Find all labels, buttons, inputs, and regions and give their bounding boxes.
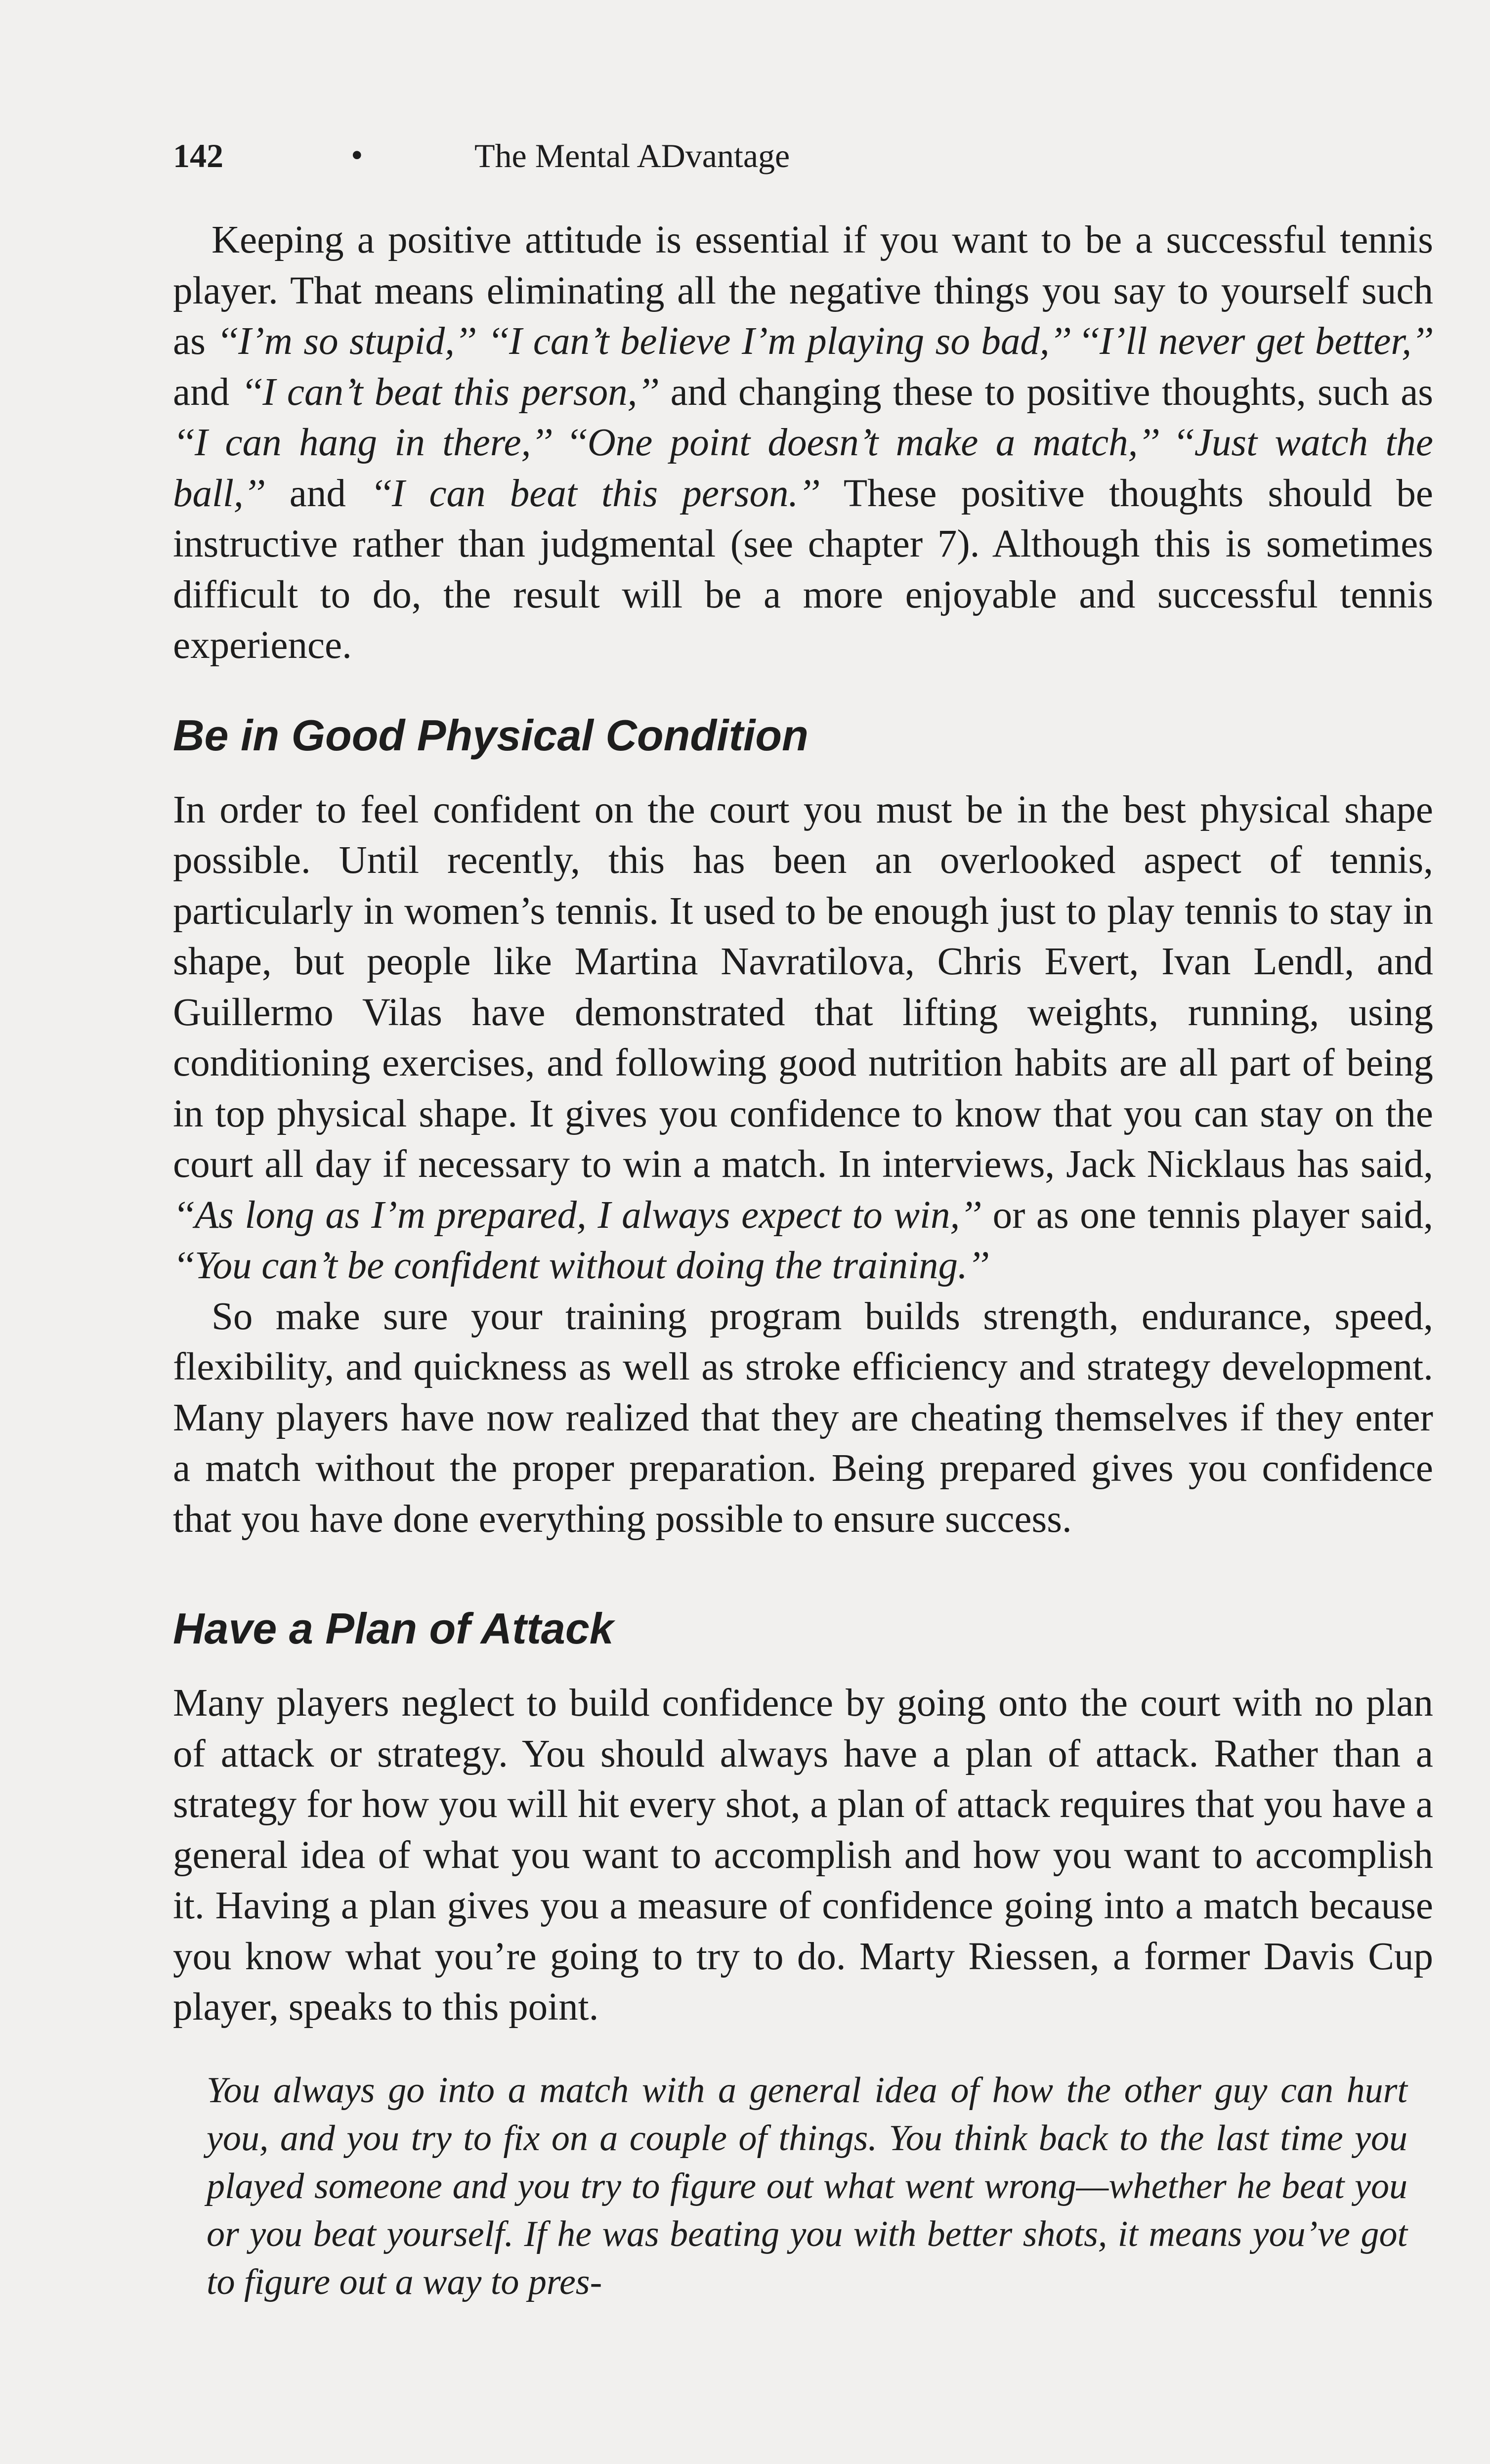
paragraph-training-program: So make sure your training program builds strength, endurance, speed, flexibility, and quickness as well as stroke efficiency and strategy development. Many players have now realized that they are cheating themselves if they enter a match without the proper preparation. Being prepared gives you confidence that you have done everything possible to ensure success. <box>173 1295 1433 1541</box>
page-number: 142 <box>173 136 223 174</box>
text-run: and changing these to positive thoughts, such as <box>659 370 1433 414</box>
quote-run: ‘‘I can’t beat this person,’’ <box>241 370 659 414</box>
text-run: and <box>173 370 241 414</box>
paragraph-positive-attitude <box>173 215 1433 671</box>
text-run: and <box>265 472 371 515</box>
text-run: Keeping a positive attitude is essential if you want to be a successful tennis player. That means eliminating all the negative things you say to yourself such as <box>173 218 1433 363</box>
running-head <box>173 126 1433 185</box>
book-page <box>173 126 1433 2306</box>
quote-run: ‘‘As long as I’m prepared, I always expect to win,’’ <box>173 1193 982 1237</box>
text-run <box>476 320 487 363</box>
text-run: In order to feel confident on the court you must be in the best physical shape possible. Until recently, this has been an overlooked aspect of tennis, particularly in women’s tennis. It used to be enough just to play tennis to stay in shape, but people like Martina Navratilova, Chris Evert, Ivan Lendl, and Guillermo Vilas have demonstrated that lifting weights, running, using conditioning exercises, and following good nutrition habits are all part of being in top physical shape. It gives you confidence to know that you can stay on the court all day if necessary to win a match. In interviews, Jack Nicklaus has said, <box>173 788 1433 1186</box>
quote-run: ‘‘I can beat this person.’’ <box>370 472 820 515</box>
quote-run: ‘‘I’m so stupid,’’ <box>216 320 476 363</box>
quote-run: ‘‘I can hang in there,’’ ‘‘One point doesn’t make a match,’’ ‘‘Just watch the ball,’’ <box>173 421 1433 515</box>
bullet-separator: • <box>351 136 363 174</box>
paragraph-plan-of-attack: Many players neglect to build confidence by going onto the court with no plan of attack or strategy. You should always have a plan of attack. Rather than a strategy for how you will hit every shot, a plan of attack requires that you have a general idea of what you want to accomplish and how you want to accomplish it. Having a plan gives you a measure of confidence going into a match because you know what you’re going to try to do. Marty Riessen, a former Davis Cup player, speaks to this point. <box>173 1682 1433 2029</box>
text-run: These positive thoughts should be instructive rather than judgmental (see chapter 7). Although this is sometimes difficult to do, the result will be a more enjoyable and successful tennis experience. <box>173 472 1433 667</box>
quote-run: ‘‘I can’t believe I’m playing so bad,’’ ‘‘I’ll never get better,’’ <box>487 320 1433 363</box>
paragraph-physical-shape <box>173 785 1433 1292</box>
section-heading-plan-of-attack: Have a Plan of Attack <box>173 1604 614 1653</box>
text-run: or as one tennis player said, <box>981 1193 1433 1237</box>
block-quote-marty-riessen: You always go into a match with a general idea of how the other guy can hurt you, and you try to fix on a couple of things. You think back to the last time you played someone and you try to figure out what went wrong—whether he beat you or you beat yourself. If he was beating you with better shots, it means you’ve got to figure out a way to pres- <box>207 2070 1407 2302</box>
quote-run: ‘‘You can’t be confident without doing the training.’’ <box>173 1244 989 1287</box>
section-heading-physical-condition: Be in Good Physical Condition <box>173 710 809 760</box>
book-title: The Mental ADvantage <box>474 136 790 174</box>
